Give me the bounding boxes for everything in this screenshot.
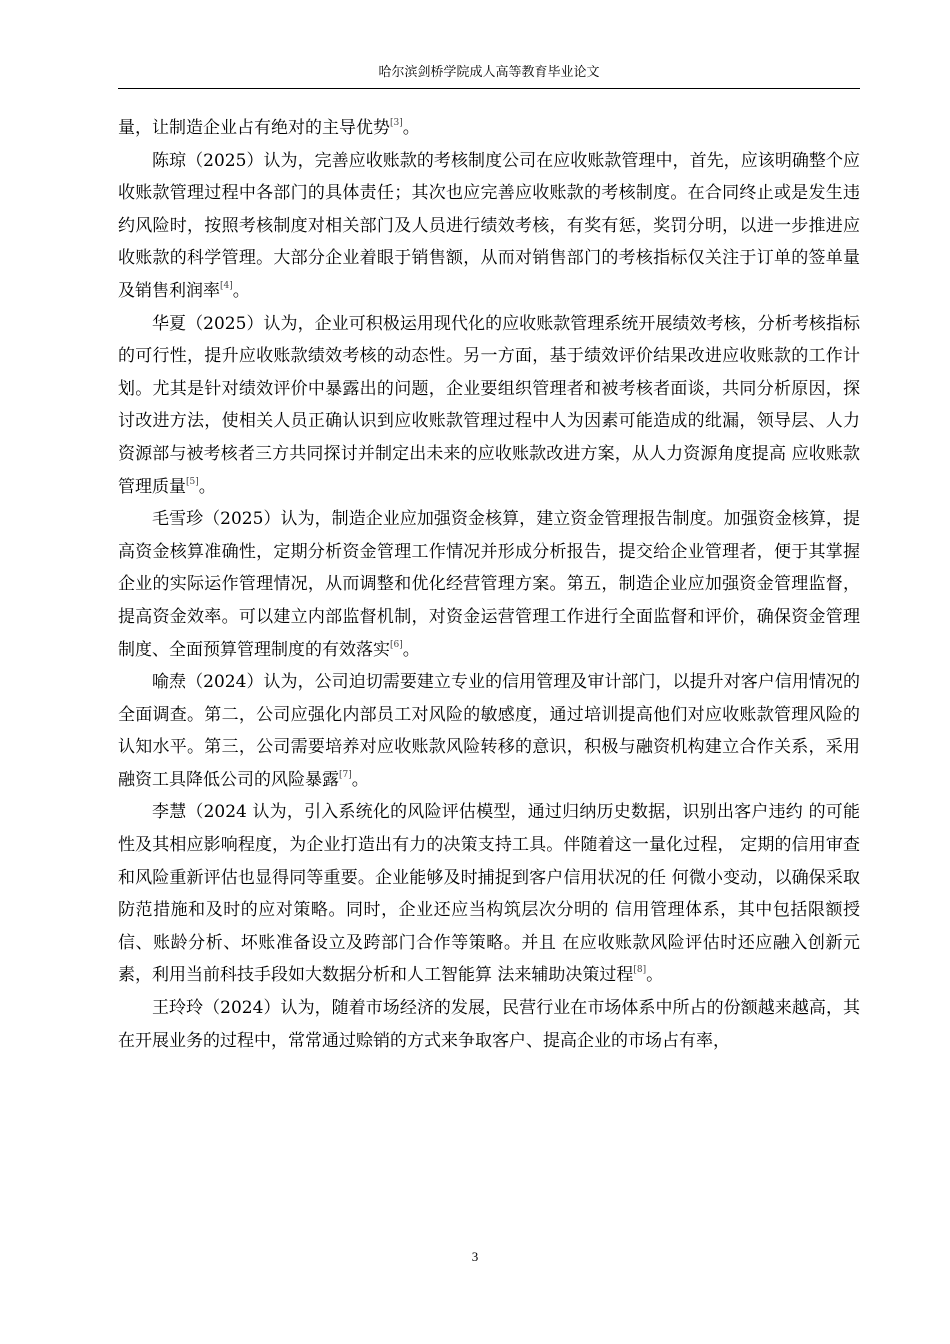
body-text bbox=[118, 112, 860, 1057]
paragraph: 华夏（2025）认为，企业可积极运用现代化的应收账款管理系统开展绩效考核，分析考核指标的可行性，提升应收账款绩效考核的动态性。另一方面，基于绩效评价结果改进应收账款的工作计划。尤其是针对绩效评价中暴露出的问题，企业要组织管理者和被考核者面谈，共同分析原因，探讨改进方法，使相关人员正确认识到应收账款管理过程中人为因素可能造成的纰漏，领导层、人力资源部与被考核者三方共同探讨并制定出未来的应收账款改进方案，从人力资源角度提高 应收账款管理质量[5]。 bbox=[118, 313, 860, 497]
paragraph: 毛雪珍（2025）认为，制造企业应加强资金核算，建立资金管理报告制度。加强资金核算，提高资金核算准确性，定期分析资金管理工作情况并形成分析报告，提交给企业管理者，便于其掌握企业的实际运作管理情况，从而调整和优化经营管理方案。第五，制造企业应加强资金管理监督，提高资金效率。可以建立内部监督机制，对资金运营管理工作进行全面监督和评价，确保资金管理制度、全面预算管理制度的有效落实[6]。 bbox=[118, 509, 860, 660]
paragraph: 李慧（2024 认为，引入系统化的风险评估模型，通过归纳历史数据，识别出客户违约 的可能性及其相应影响程度，为企业打造出有力的决策支持工具。伴随着这一量化过程， 定期的信用审查和风险重新评估也显得同等重要。企业能够及时捕捉到客户信用状况的任 何微小变动，以确保采取防范措施和及时的应对策略。同时，企业还应当构筑层次分明的 信用管理体系，其中包括限额授信、账龄分析、坏账准备设立及跨部门合作等策略。并且 在应收账款风险评估时还应融入创新元素，利用当前科技手段如大数据分析和人工智能算 法来辅助决策过程[8]。 bbox=[118, 802, 860, 986]
paragraph: 喻焘（2024）认为，公司迫切需要建立专业的信用管理及审计部门，以提升对客户信用情况的全面调查。第二，公司应强化内部员工对风险的敏感度，通过培训提高他们对应收账款管理风险的认知水平。第三，公司需要培养对应收账款风险转移的意识，积极与融资机构建立合作关系，采用融资工具降低公司的风险暴露[7]。 bbox=[118, 672, 860, 790]
paragraph: 陈琼（2025）认为，完善应收账款的考核制度公司在应收账款管理中，首先，应该明确整个应收账款管理过程中各部门的具体责任；其次也应完善应收账款的考核制度。在合同终止或是发生违约风险时，按照考核制度对相关部门及人员进行绩效考核，有奖有惩，奖罚分明，以进一步推进应收账款的科学管理。大部分企业着眼于销售额，从而对销售部门的考核指标仅关注于订单的签单量及销售利润率[4]。 bbox=[118, 150, 860, 301]
citation-ref: [7] bbox=[339, 769, 352, 780]
citation-ref: [3] bbox=[390, 118, 403, 128]
citation-ref: [5] bbox=[186, 476, 199, 487]
header-title: 哈尔滨剑桥学院成人高等教育毕业论文 bbox=[378, 65, 600, 80]
page-number: 3 bbox=[471, 1249, 479, 1264]
citation-ref: [4] bbox=[220, 280, 233, 291]
paragraph: 量，让制造企业占有绝对的主导优势[3]。 bbox=[118, 118, 420, 138]
citation-ref: [6] bbox=[390, 639, 403, 650]
citation-ref: [8] bbox=[633, 965, 647, 976]
page-header bbox=[118, 64, 860, 89]
paragraph: 王玲玲（2024）认为，随着市场经济的发展，民营行业在市场体系中所占的份额越来越高，其在开展业务的过程中，常常通过赊销的方式来争取客户、提高企业的市场占有率， bbox=[118, 998, 860, 1051]
